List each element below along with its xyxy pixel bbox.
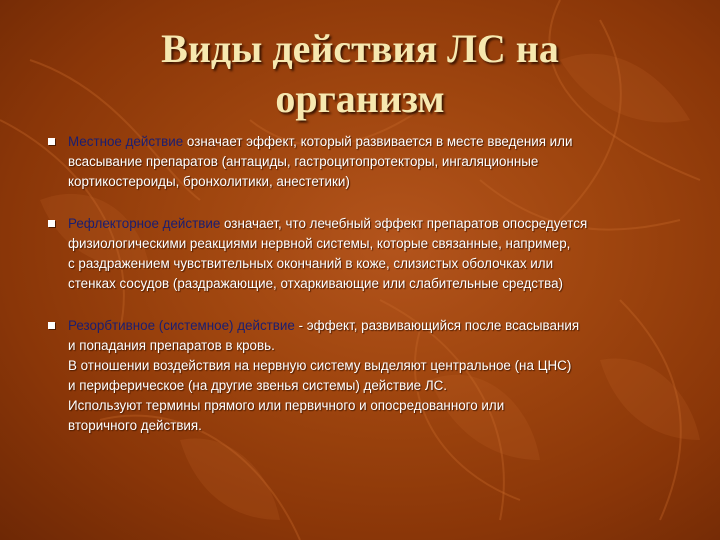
bullet-term: Рефлекторное действие bbox=[68, 216, 221, 231]
bullet-text: физиологическими реакциями нервной системы, которые связанные, например, bbox=[68, 236, 571, 251]
title-line-1: Виды действия ЛС на bbox=[161, 26, 559, 71]
bullet-text: вторичного действия. bbox=[68, 418, 202, 433]
bullet-text: означает эффект, который развивается в месте введения или bbox=[183, 134, 573, 149]
bullet-text: Используют термины прямого или первичного и опосредованного или bbox=[68, 398, 505, 413]
bullet-text: с раздражением чувствительных окончаний в коже, слизистых оболочках или bbox=[68, 256, 554, 271]
bullet-text: - эффект, развивающийся после всасывания bbox=[294, 318, 580, 333]
title-line-2: организм bbox=[275, 76, 445, 121]
bullet-local-action bbox=[48, 132, 680, 192]
bullet-line bbox=[68, 216, 587, 231]
slide-title bbox=[40, 24, 680, 124]
bullet-line bbox=[68, 318, 579, 333]
square-bullet-icon bbox=[48, 220, 55, 227]
bullet-text: означает, что лечебный эффект препаратов опосредуется bbox=[220, 216, 588, 231]
square-bullet-icon bbox=[48, 138, 55, 145]
bullet-text: стенках сосудов (раздражающие, отхаркивающие или слабительные средства) bbox=[68, 276, 564, 291]
bullet-text: и периферическое (на другие звенья системы) действие ЛС. bbox=[68, 378, 448, 393]
bullet-line bbox=[68, 134, 572, 149]
bullet-term: Резорбтивное (системное) действие bbox=[68, 318, 295, 333]
bullet-resorptive-action bbox=[48, 316, 680, 436]
bullet-text: и попадания препаратов в кровь. bbox=[68, 338, 275, 353]
bullet-term: Местное действие bbox=[68, 134, 184, 149]
bullet-text: В отношении воздействия на нервную систему выделяют центральное (на ЦНС) bbox=[68, 358, 572, 373]
square-bullet-icon bbox=[48, 322, 55, 329]
bullet-text: кортикостероиды, бронхолитики, анестетики) bbox=[68, 174, 350, 189]
bullet-list bbox=[48, 132, 680, 458]
bullet-reflex-action bbox=[48, 214, 680, 294]
bullet-text: всасывание препаратов (антациды, гастроцитопротекторы, ингаляционные bbox=[68, 154, 539, 169]
